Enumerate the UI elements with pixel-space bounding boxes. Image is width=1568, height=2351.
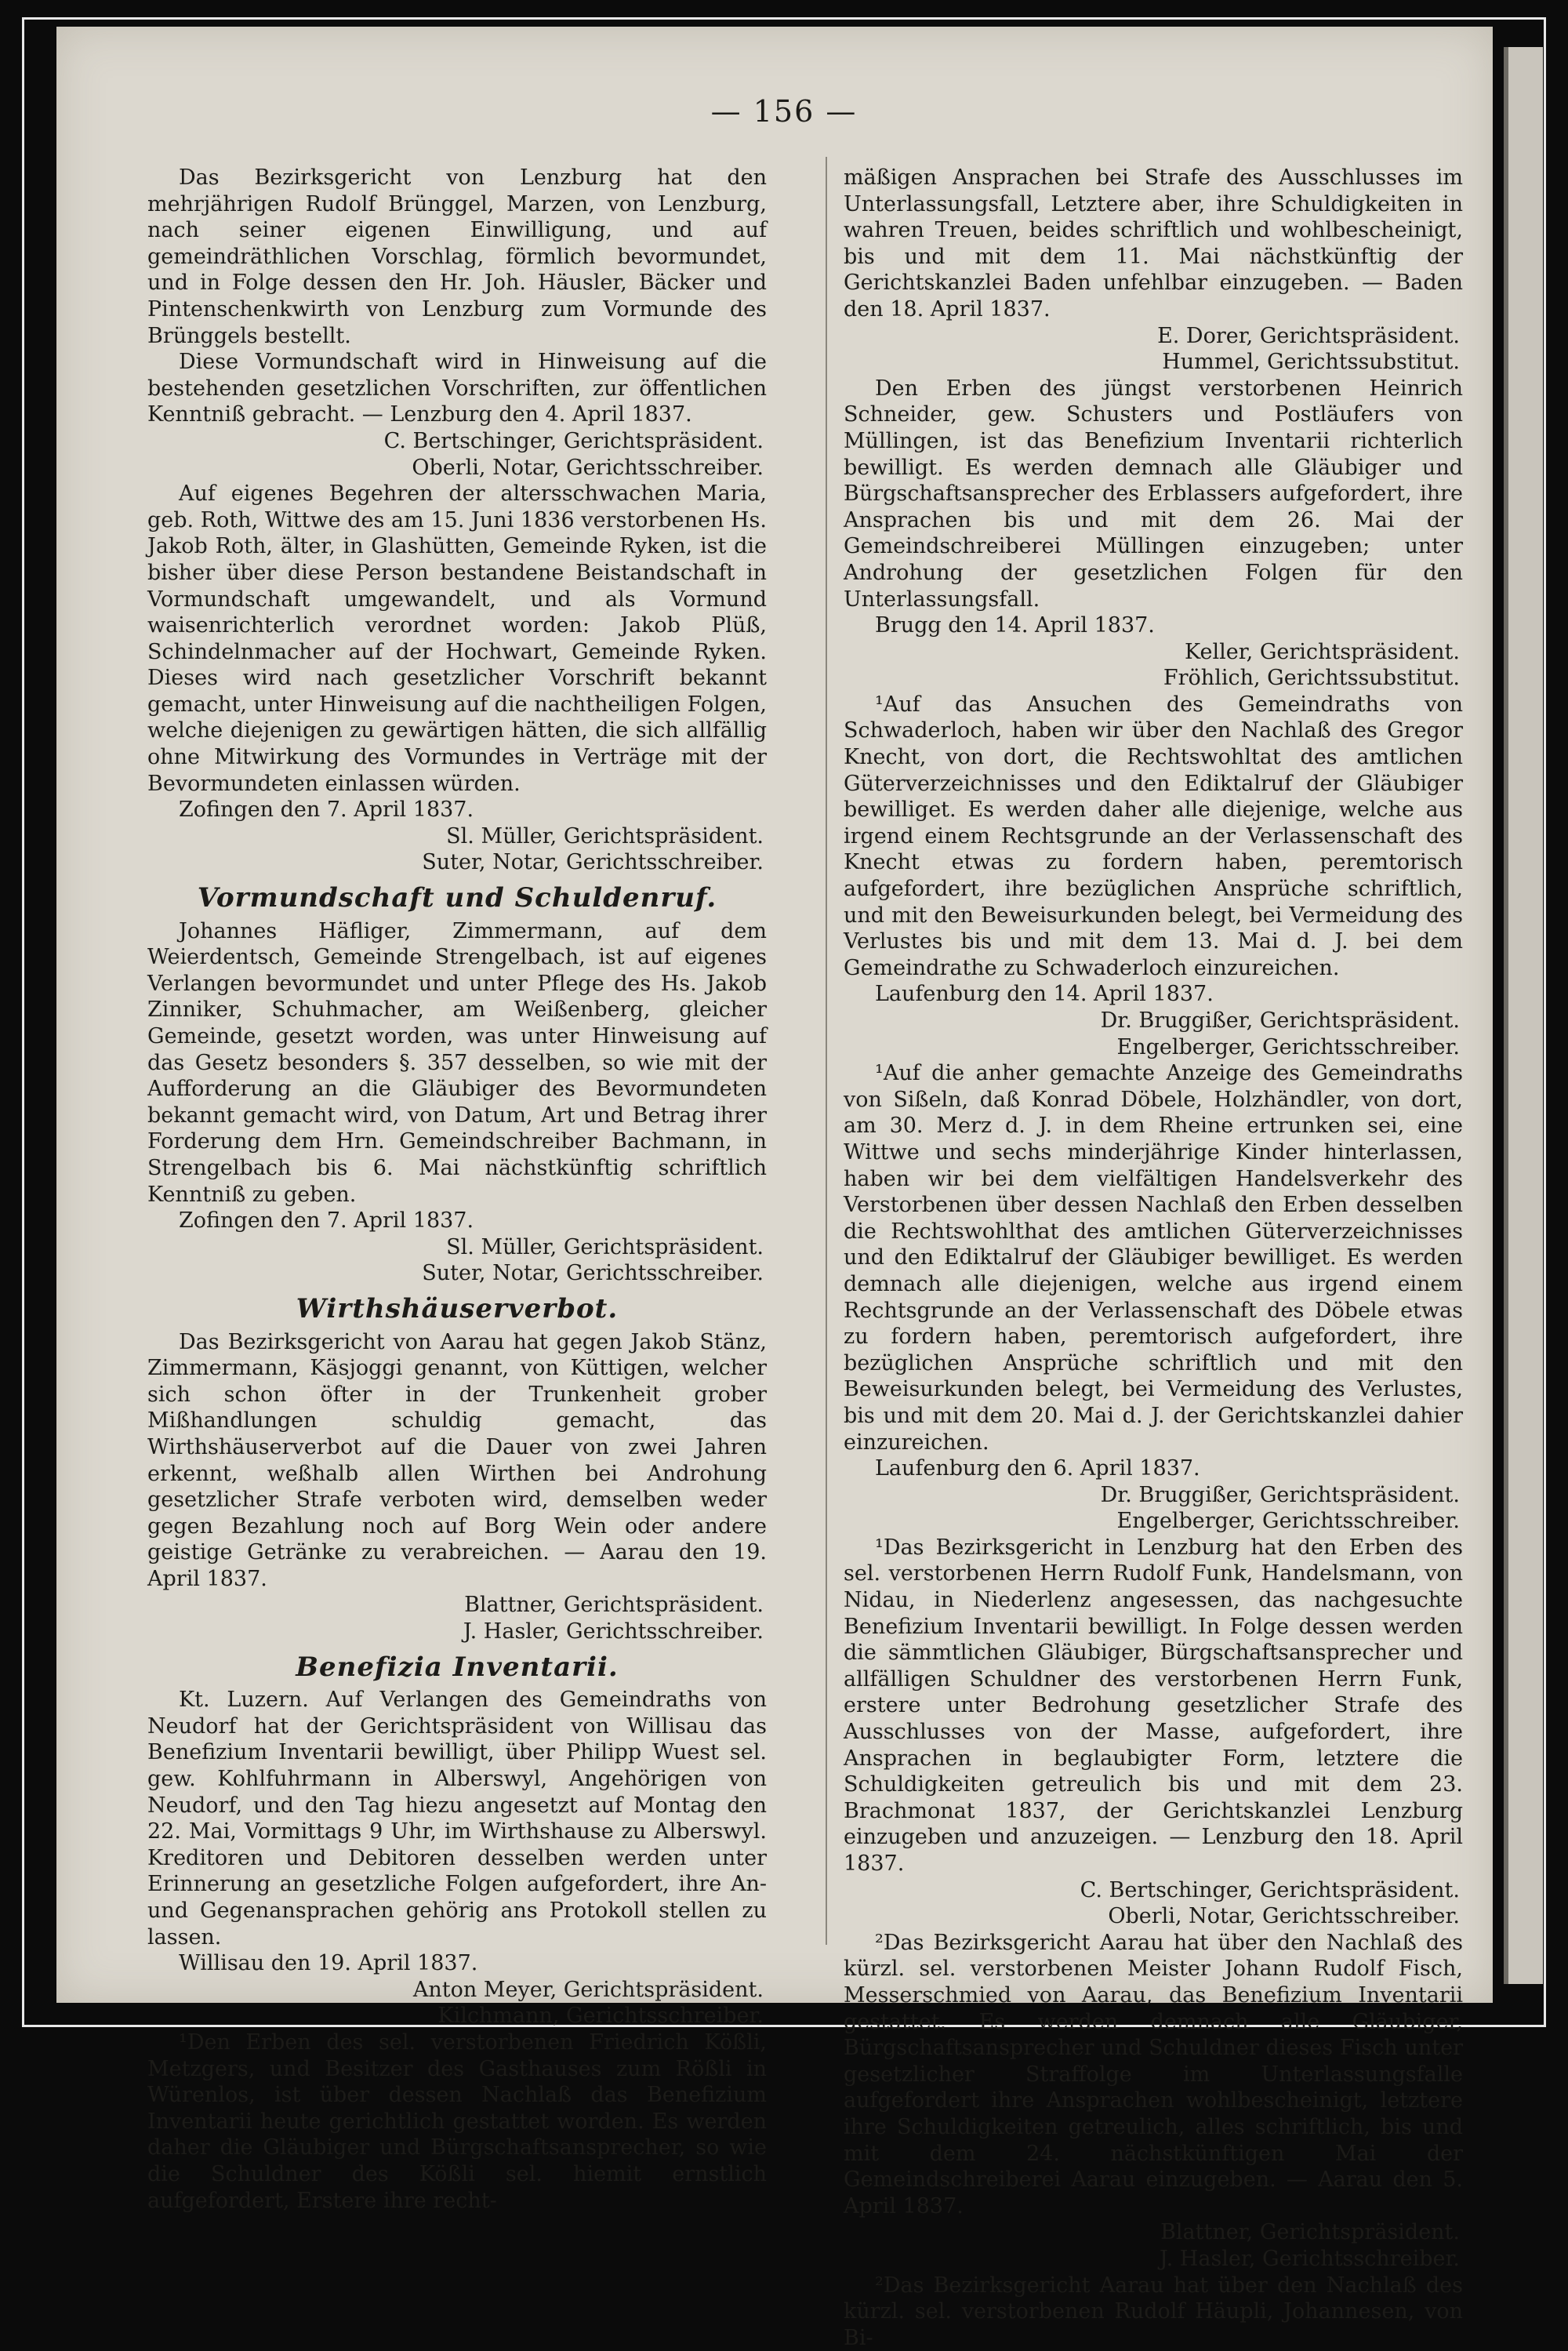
signature-line: Dr. Bruggißer, Gerichtspräsident. bbox=[844, 1008, 1463, 1034]
dateline: Brugg den 14. April 1837. bbox=[844, 612, 1463, 639]
dateline: Laufenburg den 14. April 1837. bbox=[844, 981, 1463, 1008]
signature-line: Kilchmann, Gerichtsschreiber. bbox=[147, 2003, 767, 2029]
left-column bbox=[147, 165, 767, 2214]
signature-line: Oberli, Notar, Gerichtsschreiber. bbox=[844, 1903, 1463, 1930]
dateline: Zofingen den 7. April 1837. bbox=[147, 1208, 767, 1234]
signature-line: Hummel, Gerichtssubstitut. bbox=[844, 349, 1463, 376]
signature-line: Sl. Müller, Gerichtspräsident. bbox=[147, 823, 767, 850]
section-heading: Wirthshäuserverbot. bbox=[147, 1296, 767, 1323]
dateline: Willisau den 19. April 1837. bbox=[147, 1950, 767, 1977]
signature-line: Suter, Notar, Gerichtsschreiber. bbox=[147, 1260, 767, 1287]
signature-line: Sl. Müller, Gerichtspräsident. bbox=[147, 1234, 767, 1261]
dateline: Laufenburg den 6. April 1837. bbox=[844, 1455, 1463, 1482]
signature-line: Keller, Gerichtspräsident. bbox=[844, 639, 1463, 666]
notice-paragraph: ¹Das Bezirksgericht in Lenzburg hat den Erben des sel. verstorbenen Herrn Rudolf Funk, Handelsmann, von Nidau, in Niederlenz angesessen, das nachgesuchte Benefizium Inventarii bewilligt. In Folge dessen werden die sämmtlichen Gläubiger, Bürgschaftsansprecher und allfälligen Schuldner des verstorbenen Herrn Funk, erstere unter Bedrohung gesetzlicher Strafe des Ausschlusses von der Masse, aufgefordert, ihre Ansprachen in beglaubigter Form, letztere die Schuldigkeiten getreulich bis und mit dem 23. Brachmonat 1837, der Gerichtskanzlei Lenzburg einzugeben und anzuzeigen. — Lenzburg den 18. April 1837. bbox=[844, 1535, 1463, 1877]
notice-paragraph: Kt. Luzern. Auf Verlangen des Gemeindraths von Neudorf hat der Gerichtspräsident von Willisau das Benefizium Inventarii bewilligt, über Philipp Wuest sel. gew. Kohlfuhrmann in Alberswyl, Angehörigen von Neudorf, und den Tag hiezu angesetzt auf Montag den 22. Mai, Vormittags 9 Uhr, im Wirthshause zu Alberswyl. Kreditoren und Debitoren desselben werden unter Erinnerung an gesetzliche Folgen aufgefordert, ihre An- und Gegenansprachen gehörig ans Protokoll stellen zu lassen. bbox=[147, 1687, 767, 1950]
signature-line: E. Dorer, Gerichtspräsident. bbox=[844, 323, 1463, 350]
notice-paragraph: ¹Den Erben des sel. verstorbenen Friedrich Kößli, Metzgers, und Besitzer des Gasthauses zum Rößli in Würenlos, ist über dessen Nachlaß das Benefizium Inventarii heute gerichtlich gestattet worden. Es werden daher die Gläubiger und Bürgschaftsansprecher, so wie die Schuldner des Kößli sel. hiemit ernstlich aufgefordert, Erstere ihre recht- bbox=[147, 2029, 767, 2214]
next-page-edge bbox=[1504, 47, 1543, 1984]
page-number: — 156 — bbox=[0, 94, 1568, 129]
signature-line: Oberli, Notar, Gerichtsschreiber. bbox=[147, 455, 767, 481]
signature-line: Dr. Bruggißer, Gerichtspräsident. bbox=[844, 1482, 1463, 1509]
section-heading: Vormundschaft und Schuldenruf. bbox=[147, 885, 767, 912]
notice-paragraph: Das Bezirksgericht von Aarau hat gegen Jakob Stänz, Zimmermann, Käsjoggi genannt, von Küttigen, welcher sich schon öfter in der Trunkenheit grober Mißhandlungen schuldig gemacht, das Wirthshäuserverbot auf die Dauer von zwei Jahren erkennt, weßhalb allen Wirthen bei Androhung gesetzlicher Strafe verboten wird, demselben weder gegen Bezahlung noch auf Borg Wein oder andere geistige Getränke zu verabreichen. — Aarau den 19. April 1837. bbox=[147, 1329, 767, 1593]
signature-line: C. Bertschinger, Gerichtspräsident. bbox=[147, 428, 767, 455]
signature-line: C. Bertschinger, Gerichtspräsident. bbox=[844, 1877, 1463, 1904]
right-column bbox=[844, 165, 1463, 2351]
notice-paragraph: mäßigen Ansprachen bei Strafe des Ausschlusses im Unterlassungsfall, Letztere aber, ihre Schuldigkeiten in wahren Treuen, beides schriftlich und wohlbescheinigt, bis und mit dem 11. Mai nächstkünftig der Gerichtskanzlei Baden unfehlbar einzugeben. — Baden den 18. April 1837. bbox=[844, 165, 1463, 323]
notice-paragraph: ²Das Bezirksgericht Aarau hat über den Nachlaß des kürzl. sel. verstorbenen Rudolf Häupli, Johannesen, von Bi- bbox=[844, 2273, 1463, 2351]
notice-paragraph: Den Erben des jüngst verstorbenen Heinrich Schneider, gew. Schusters und Postläufers von Müllingen, ist das Benefizium Inventarii richterlich bewilligt. Es werden demnach alle Gläubiger und Bürgschaftsansprecher des Erblassers aufgefordert, ihre Ansprachen bis und mit dem 26. Mai der Gemeindschreiberei Müllingen einzugeben; unter Androhung der gesetzlichen Folgen für den Unterlassungsfall. bbox=[844, 376, 1463, 612]
notice-paragraph: Auf eigenes Begehren der altersschwachen Maria, geb. Roth, Wittwe des am 15. Juni 1836 verstorbenen Hs. Jakob Roth, älter, in Glashütten, Gemeinde Ryken, ist die bisher über diese Person bestandene Beistandschaft in Vormundschaft umgewandelt, und als Vormund waisenrichterlich verordnet worden: Jakob Plüß, Schindelnmacher auf der Hochwart, Gemeinde Ryken. Dieses wird nach gesetzlicher Vorschrift bekannt gemacht, unter Hinweisung auf die nachtheiligen Folgen, welche diejenigen zu gewärtigen hätten, die sich allfällig ohne Mitwirkung des Vormundes in Verträge mit der Bevormundeten einlassen würden. bbox=[147, 481, 767, 797]
signature-line: Engelberger, Gerichtsschreiber. bbox=[844, 1508, 1463, 1535]
signature-line: J. Hasler, Gerichtsschreiber. bbox=[844, 2246, 1463, 2273]
notice-paragraph: ²Das Bezirksgericht Aarau hat über den Nachlaß des kürzl. sel. verstorbenen Meister Johann Rudolf Fisch, Messerschmied von Aarau, das Benefizium Inventarii gestattet. Es werden demnach alle Gläubiger, Bürgschaftsansprecher und Schuldner dieses Fisch unter gesetzlicher Straffolge im Unterlassungsfalle aufgefordert ihre Ansprachen wohlbescheinigt, letztere ihre Schuldigkeiten getreulich, alles schriftlich, bis und mit dem 24. nächstkünftigen Mai der Gemeindschreiberei Aarau einzugeben. — Aarau den 5. April 1837. bbox=[844, 1930, 1463, 2220]
signature-line: Blattner, Gerichtspräsident. bbox=[844, 2219, 1463, 2246]
notice-paragraph: ¹Auf die anher gemachte Anzeige des Gemeindraths von Sißeln, daß Konrad Döbele, Holzhändler, von dort, am 30. Merz d. J. in dem Rheine ertrunken sei, eine Wittwe und sechs minderjährige Kinder hinterlassen, haben wir bei dem vielfältigen Handelsverkehr des Verstorbenen über dessen Nachlaß den Erben desselben die Rechtswohlthat des amtlichen Güterverzeichnisses und den Ediktalruf der Gläubiger bewilliget. Es werden demnach alle diejenigen, welche aus irgend einem Rechtsgrunde an der Verlassenschaft des Döbele etwas zu fordern haben, peremtorisch aufgefordert, ihre bezüglichen Ansprüche schriftlich und mit den Beweisurkunden belegt, bei Vermeidung des Verlustes, bis und mit dem 20. Mai d. J. der Gerichtskanzlei dahier einzureichen. bbox=[844, 1060, 1463, 1455]
signature-line: Blattner, Gerichtspräsident. bbox=[147, 1592, 767, 1619]
signature-line: J. Hasler, Gerichtsschreiber. bbox=[147, 1619, 767, 1645]
notice-paragraph: ¹Auf das Ansuchen des Gemeindraths von Schwaderloch, haben wir über den Nachlaß des Gregor Knecht, von dort, die Rechtswohltat des amtlichen Güterverzeichnisses und den Ediktalruf der Gläubiger bewilliget. Es werden daher alle diejenige, welche aus irgend einem Rechtsgrunde an der Verlassenschaft des Knecht etwas zu fordern haben, peremtorisch aufgefordert, ihre bezüglichen Ansprüche schriftlich, und mit den Beweisurkunden belegt, bei Vermeidung des Verlustes bis und mit dem 13. Mai d. J. bei dem Gemeindrathe zu Schwaderloch einzureichen. bbox=[844, 692, 1463, 982]
signature-line: Anton Meyer, Gerichtspräsident. bbox=[147, 1977, 767, 2004]
section-heading: Benefizia Inventarii. bbox=[147, 1655, 767, 1681]
column-divider bbox=[826, 157, 827, 1945]
signature-line: Fröhlich, Gerichtssubstitut. bbox=[844, 665, 1463, 692]
notice-paragraph: Johannes Häfliger, Zimmermann, auf dem Weierdentsch, Gemeinde Strengelbach, ist auf eigenes Verlangen bevormundet und unter Pflege des Hs. Jakob Zinniker, Schuhmacher, am Weißenberg, gleicher Gemeinde, gesetzt worden, was unter Hinweisung auf das Gesetz besonders §. 357 desselben, so wie mit der Aufforderung an die Gläubiger des Bevormundeten bekannt gemacht wird, von Datum, Art und Betrag ihrer Forderung dem Hrn. Gemeindschreiber Bachmann, in Strengelbach bis 6. Mai nächstkünftig schriftlich Kenntniß zu geben. bbox=[147, 918, 767, 1208]
signature-line: Engelberger, Gerichtsschreiber. bbox=[844, 1034, 1463, 1061]
dateline: Zofingen den 7. April 1837. bbox=[147, 797, 767, 823]
signature-line: Suter, Notar, Gerichtsschreiber. bbox=[147, 849, 767, 876]
notice-paragraph: Das Bezirksgericht von Lenzburg hat den mehrjährigen Rudolf Brünggel, Marzen, von Lenzburg, nach seiner eigenen Einwilligung, und auf gemeindräthlichen Vorschlag, förmlich bevormundet, und in Folge dessen den Hr. Joh. Häusler, Bäcker und Pintenschenkwirth von Lenzburg zum Vormunde des Brünggels bestellt. bbox=[147, 165, 767, 349]
notice-paragraph: Diese Vormundschaft wird in Hinweisung auf die bestehenden gesetzlichen Vorschriften, zur öffentlichen Kenntniß gebracht. — Lenzburg den 4. April 1837. bbox=[147, 349, 767, 428]
